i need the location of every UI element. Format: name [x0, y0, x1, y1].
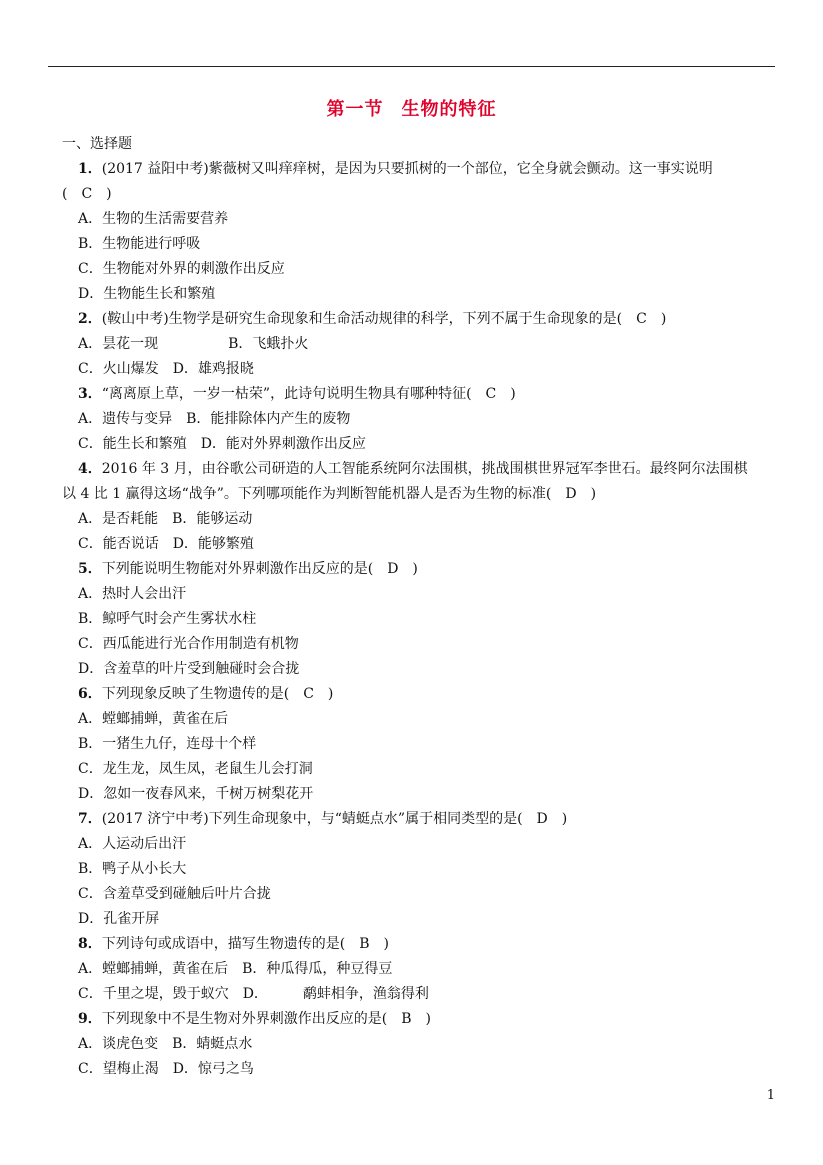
question-line: [78, 235, 200, 253]
question-stem: [78, 685, 333, 703]
question-line: [78, 535, 254, 553]
question-text: (鞍山中考)生物学是研究生命现象和生命活动规律的科学，下列不属于生命现象的是( C ): [101, 311, 667, 327]
question-text: C．生物能对外界的刺激作出反应: [78, 261, 285, 277]
question-line: [78, 1035, 252, 1053]
question-text: 以 4 比 1 赢得这场“战争”。下列哪项能作为判断智能机器人是否为生物的标准( D ): [62, 486, 597, 502]
question-number: 8．: [78, 936, 102, 952]
question-text: ( C ): [62, 186, 112, 202]
page-number: 1: [766, 1088, 775, 1103]
question-number: 5．: [78, 561, 102, 577]
section-heading: 一、选择题: [62, 136, 132, 152]
question-number: 1．: [78, 161, 102, 177]
question-line: [62, 185, 112, 203]
question-text: C．含羞草受到碰触后叶片合拢: [78, 886, 271, 902]
question-line: [78, 410, 350, 428]
question-number: 2．: [78, 311, 102, 327]
question-stem: [78, 460, 748, 478]
header-rule: [48, 66, 775, 67]
question-line: [78, 785, 313, 803]
question-number: 9．: [78, 1011, 102, 1027]
question-line: [78, 510, 252, 528]
question-text: C．千里之堤，毁于蚁穴 D． 鹬蚌相争，渔翁得利: [78, 986, 429, 1002]
question-stem: [78, 560, 418, 578]
question-text: A．人运动后出汗: [78, 836, 187, 852]
question-text: “离离原上草，一岁一枯荣”，此诗句说明生物具有哪种特征( C ): [101, 386, 516, 402]
question-text: B．生物能进行呼吸: [78, 236, 201, 252]
question-line: [78, 435, 366, 453]
question-stem: [78, 935, 389, 953]
question-number: 3．: [78, 386, 102, 402]
question-text: C．火山爆发 D．雄鸡报晓: [78, 361, 254, 377]
question-stem: [78, 1010, 431, 1028]
question-line: [78, 285, 215, 303]
question-text: C．能生长和繁殖 D．能对外界刺激作出反应: [78, 436, 366, 452]
question-text: 2016 年 3 月，由谷歌公司研造的人工智能系统阿尔法围棋，挑战围棋世界冠军李世石。最终阿尔法围棋: [101, 461, 748, 477]
question-line: [62, 485, 596, 503]
question-line: [78, 635, 299, 653]
question-number: 4．: [78, 461, 102, 477]
question-line: [78, 610, 256, 628]
title-chapter: 第一节: [326, 99, 384, 120]
question-text: B．鸭子从小长大: [78, 861, 187, 877]
question-text: A．是否耗能 B．能够运动: [78, 511, 253, 527]
title-topic: 生物的特征: [401, 99, 497, 120]
question-text: D．含羞草的叶片受到触碰时会合拢: [78, 661, 300, 677]
question-text: 下列能说明生物能对外界刺激作出反应的是( D ): [101, 561, 418, 577]
question-line: [78, 260, 285, 278]
question-stem: [78, 160, 713, 178]
question-text: A．生物的生活需要营养: [78, 211, 229, 227]
question-text: (2017 益阳中考)紫薇树又叫痒痒树，是因为只要抓树的一个部位，它全身就会颤动。这一事实说明: [101, 161, 713, 177]
question-line: [78, 835, 186, 853]
question-text: A．螳螂捕蝉，黄雀在后 B．种瓜得瓜，种豆得豆: [78, 961, 393, 977]
question-text: A．螳螂捕蝉，黄雀在后: [78, 711, 229, 727]
question-text: 下列现象中不是生物对外界刺激作出反应的是( B ): [101, 1011, 431, 1027]
question-line: [78, 760, 313, 778]
question-text: A．昙花一现 B．飞蛾扑火: [78, 336, 309, 352]
question-line: [78, 335, 308, 353]
question-number: 7．: [78, 811, 102, 827]
question-line: [78, 960, 392, 978]
question-line: [78, 360, 254, 378]
question-text: 下列现象反映了生物遗传的是( C ): [101, 686, 334, 702]
question-text: C．望梅止渴 D．惊弓之鸟: [78, 1061, 254, 1077]
question-number: 6．: [78, 686, 102, 702]
question-stem: [78, 385, 516, 403]
question-stem: [78, 810, 567, 828]
question-text: D．忽如一夜春风来，千树万树梨花开: [78, 786, 314, 802]
question-line: [78, 910, 159, 928]
question-line: [78, 660, 299, 678]
question-text: B．鲸呼气时会产生雾状水柱: [78, 611, 257, 627]
page-title: [0, 95, 823, 121]
question-line: [78, 210, 228, 228]
question-text: C．龙生龙，凤生凤，老鼠生儿会打洞: [78, 761, 313, 777]
question-line: [78, 710, 228, 728]
question-text: A．热时人会出汗: [78, 586, 187, 602]
question-line: [78, 735, 256, 753]
question-text: 下列诗句或成语中，描写生物遗传的是( B ): [101, 936, 389, 952]
question-text: A．谈虎色变 B．蜻蜓点水: [78, 1036, 253, 1052]
question-line: [78, 585, 186, 603]
question-text: D．孔雀开屏: [78, 911, 160, 927]
question-text: B．一猪生九仔，连母十个样: [78, 736, 257, 752]
question-text: (2017 济宁中考)下列生命现象中，与“蜻蜓点水”属于相同类型的是( D ): [101, 811, 568, 827]
question-text: C．西瓜能进行光合作用制造有机物: [78, 636, 299, 652]
question-line: [78, 1060, 254, 1078]
question-line: [78, 885, 271, 903]
question-line: [78, 985, 429, 1003]
question-text: C．能否说话 D．能够繁殖: [78, 536, 254, 552]
question-text: A．遗传与变异 B．能排除体内产生的废物: [78, 411, 351, 427]
question-stem: [78, 310, 666, 328]
question-text: D．生物能生长和繁殖: [78, 286, 216, 302]
question-line: [78, 860, 186, 878]
